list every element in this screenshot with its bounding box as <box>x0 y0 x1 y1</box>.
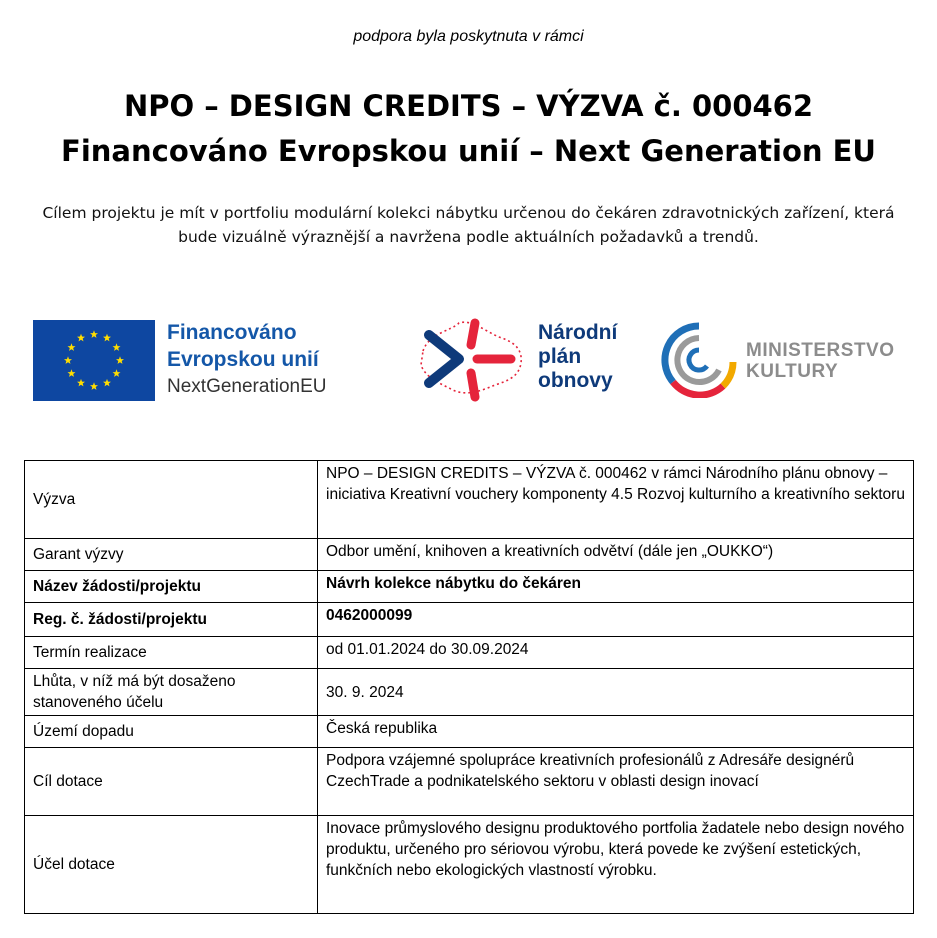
title-line-1: NPO – DESIGN CREDITS – VÝZVA č. 000462 <box>123 89 814 123</box>
row-label: Garant výzvy <box>25 539 318 571</box>
row-value: Návrh kolekce nábytku do čekáren <box>318 571 914 603</box>
npo-logo-line-3: obnovy <box>538 369 613 392</box>
intro-text: podpora byla poskytnuta v rámci <box>353 28 584 45</box>
table-row <box>25 816 914 914</box>
table-row <box>25 637 914 669</box>
eu-flag-icon <box>33 320 155 401</box>
row-label: Účel dotace <box>25 816 318 914</box>
title-line-2: Financováno Evropskou unií – Next Generation EU <box>61 134 876 168</box>
document-title <box>0 84 937 174</box>
table-row <box>25 669 914 716</box>
eu-star-icon <box>116 356 124 364</box>
row-label: Lhůta, v níž má být dosaženo stanoveného účelu <box>25 669 318 716</box>
row-value: Česká republika <box>318 716 914 748</box>
eu-logo-line-1: Financováno <box>167 321 297 344</box>
row-value: NPO – DESIGN CREDITS – VÝZVA č. 000462 v rámci Národního plánu obnovy – iniciativa Kreativní vouchery komponenty 4.5 Rozvoj kulturního a kreativního sektoru <box>318 461 914 539</box>
eu-logo-line-3: NextGenerationEU <box>167 376 327 397</box>
eu-star-icon <box>113 369 121 377</box>
logo-strip <box>0 305 937 415</box>
ministry-logo-line-2: KULTURY <box>746 361 839 382</box>
eu-star-icon <box>113 343 121 351</box>
npo-logo-icon <box>415 311 531 409</box>
eu-star-icon <box>103 379 111 387</box>
row-value: Podpora vzájemné spolupráce kreativních profesionálů z Adresáře designérů CzechTrade a podnikatelského sektoru v oblasti design inovací <box>318 748 914 816</box>
row-value: Odbor umění, knihoven a kreativních odvětví (dále jen „OUKKO“) <box>318 539 914 571</box>
eu-star-icon <box>90 382 98 390</box>
row-value: 30. 9. 2024 <box>318 669 914 716</box>
table-row <box>25 539 914 571</box>
eu-logo-line-2: Evropskou unií <box>167 348 319 371</box>
ministry-logo-icon <box>661 322 737 398</box>
row-label: Cíl dotace <box>25 748 318 816</box>
table-row <box>25 716 914 748</box>
eu-star-icon <box>103 334 111 342</box>
row-value: od 01.01.2024 do 30.09.2024 <box>318 637 914 669</box>
ministry-logo-line-1: MINISTERSTVO <box>746 340 895 361</box>
row-label: Reg. č. žádosti/projektu <box>25 603 318 637</box>
table-row <box>25 461 914 539</box>
row-label: Termín realizace <box>25 637 318 669</box>
row-value: 0462000099 <box>318 603 914 637</box>
npo-logo-line-2: plán <box>538 345 582 368</box>
eu-star-icon <box>67 343 75 351</box>
table-row <box>25 748 914 816</box>
row-label: Výzva <box>25 461 318 539</box>
row-value: Inovace průmyslového designu produktového portfolia žadatele nebo design nového produktu, určeného pro sériovou výrobu, která povede ke zvýšení estetických, funkčních nebo ekologických vlastností výrobku. <box>318 816 914 914</box>
eu-star-icon <box>64 356 72 364</box>
eu-star-icon <box>77 334 85 342</box>
npo-logo-line-1: Národní <box>538 321 618 344</box>
eu-star-icon <box>67 369 75 377</box>
row-label: Název žádosti/projektu <box>25 571 318 603</box>
table-row <box>25 603 914 637</box>
table-row <box>25 571 914 603</box>
eu-logo-text <box>167 319 326 400</box>
row-label: Území dopadu <box>25 716 318 748</box>
eu-star-icon <box>77 379 85 387</box>
ministry-logo-text <box>746 340 895 382</box>
project-aim: Cílem projektu je mít v portfoliu modulární kolekci nábytku určenou do čekáren zdravotnických zařízení, která bude vizuálně výraznější a navržena podle aktuálních požadavků a trendů. <box>42 204 895 246</box>
npo-logo-text <box>538 321 617 393</box>
eu-star-icon <box>90 330 98 338</box>
project-info-table <box>24 460 914 914</box>
